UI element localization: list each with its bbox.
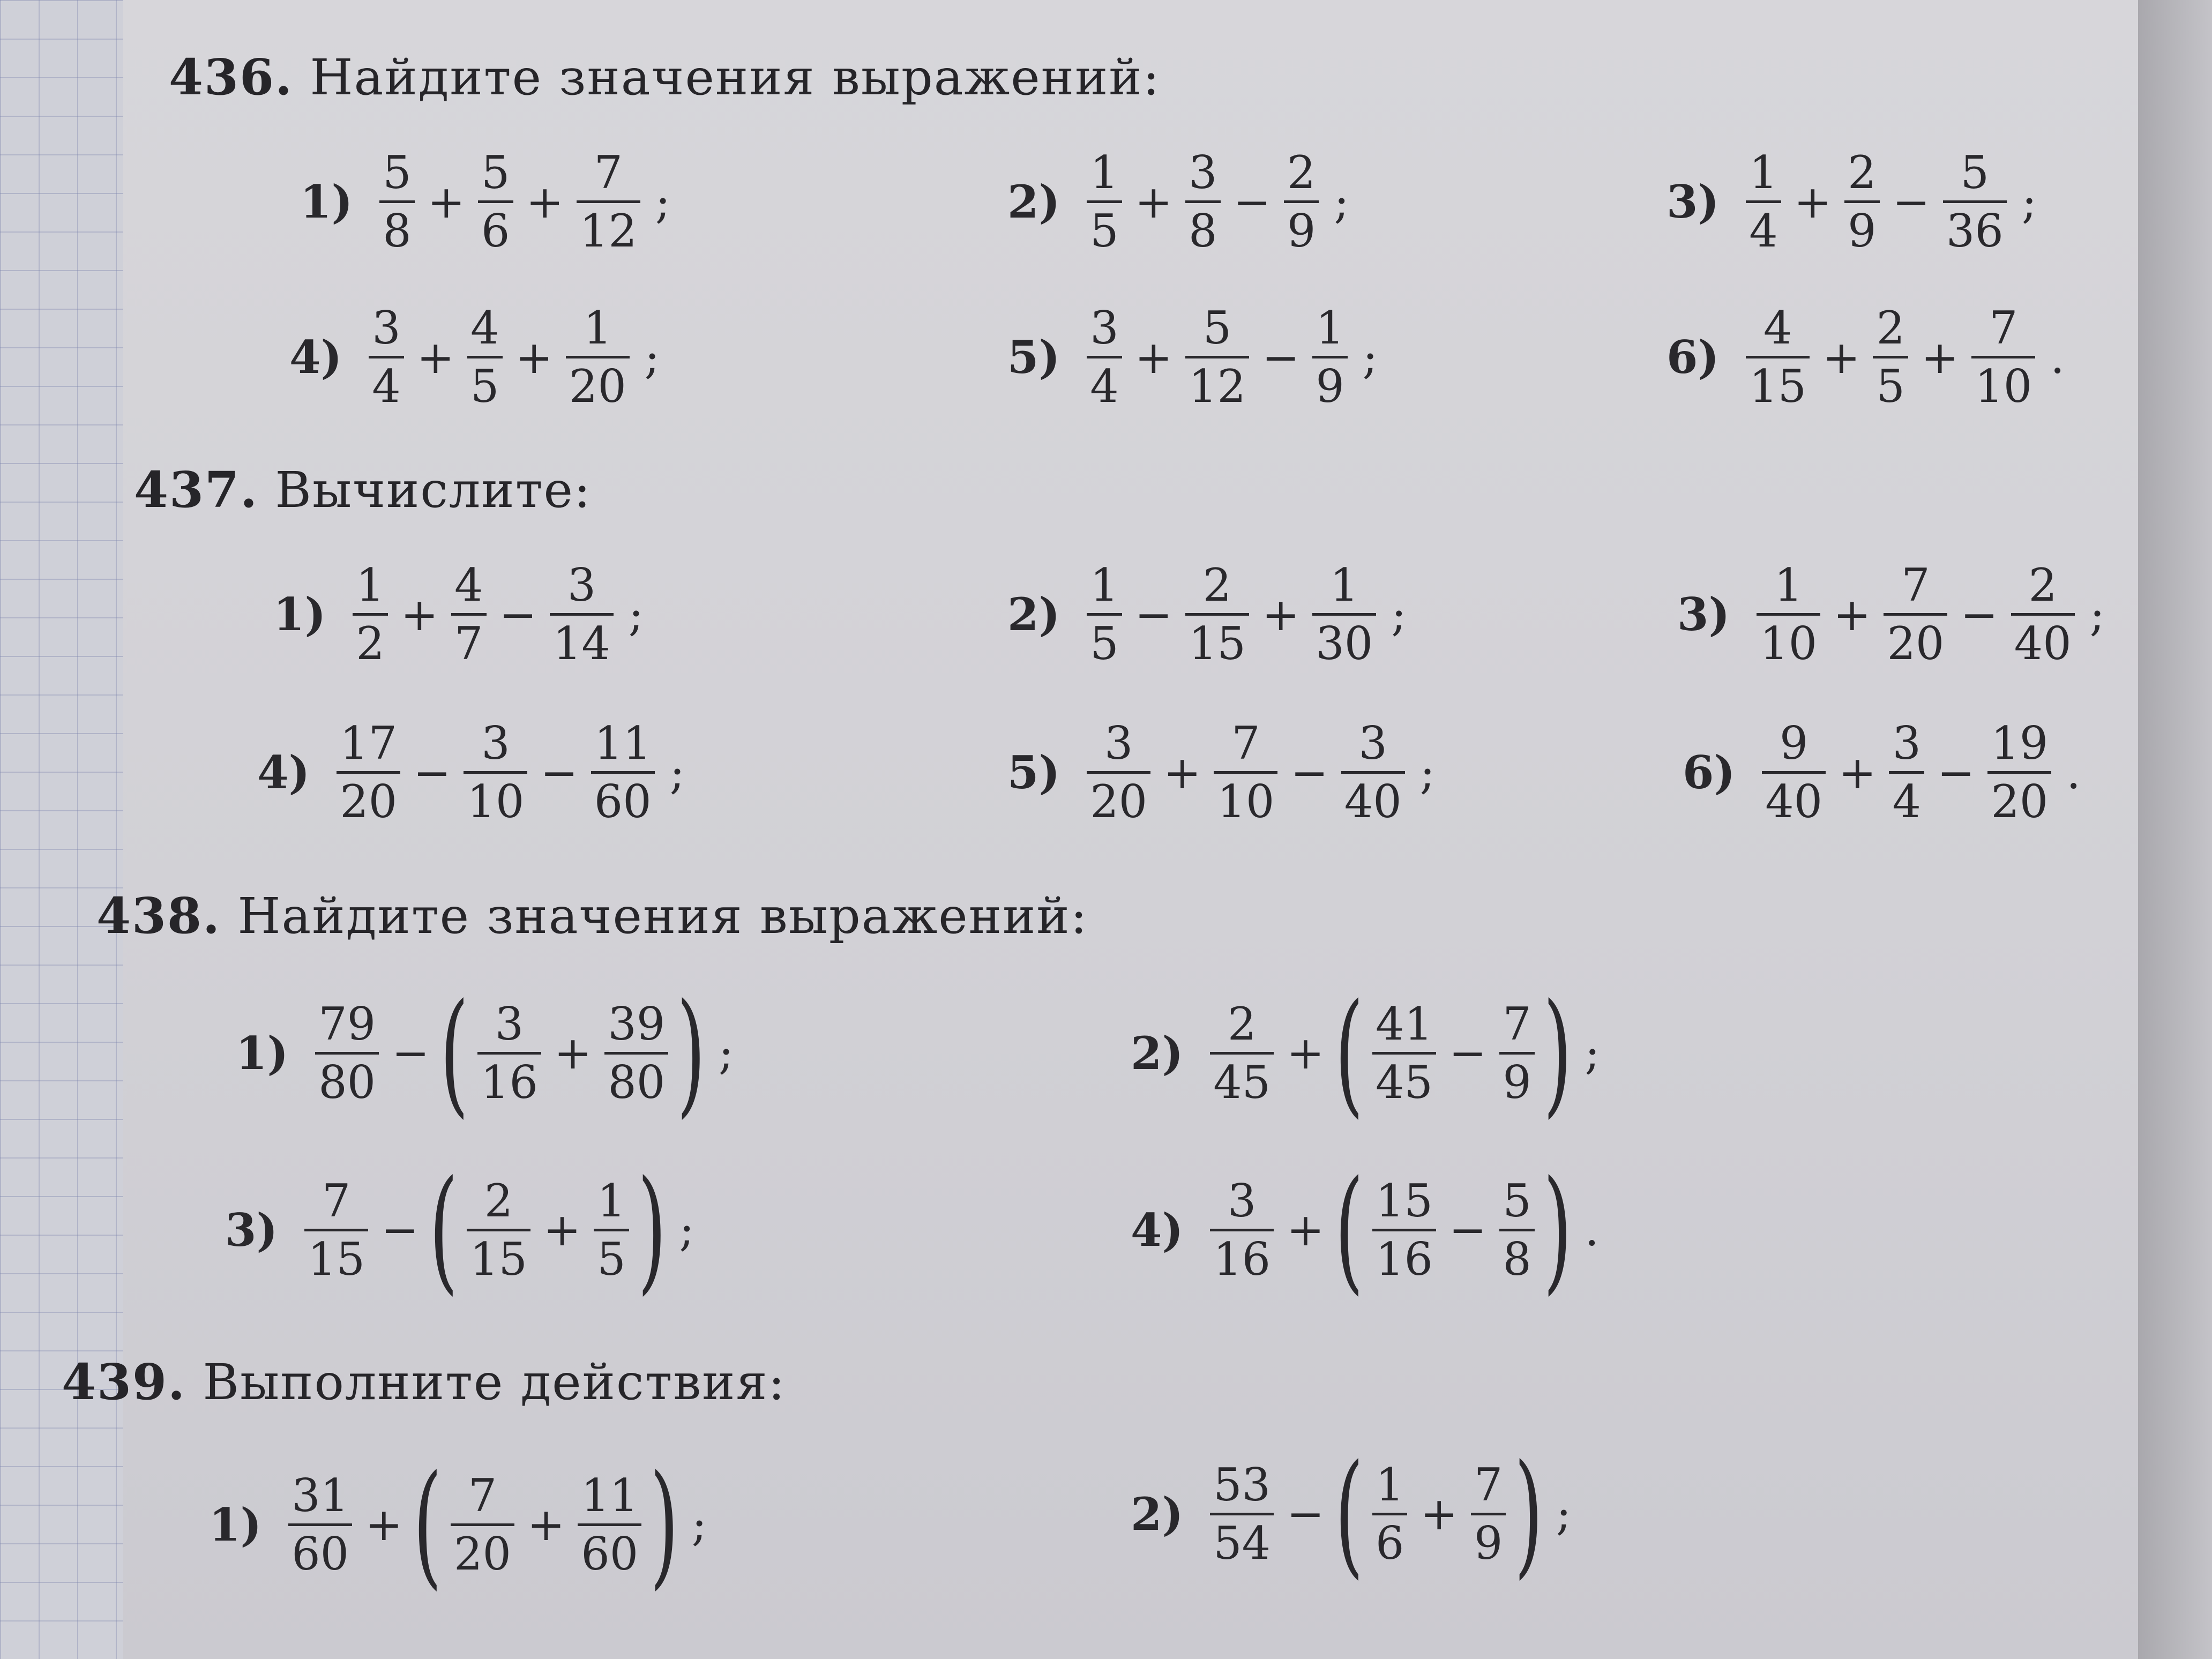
fraction bbox=[1757, 559, 1820, 670]
numerator: 9 bbox=[1779, 717, 1809, 769]
numerator: 5 bbox=[481, 146, 510, 199]
denominator: 15 bbox=[1185, 613, 1249, 666]
denominator: 4 bbox=[1746, 200, 1781, 253]
fraction bbox=[369, 302, 403, 413]
punctuation: ; bbox=[1556, 1488, 1572, 1540]
denominator: 45 bbox=[1210, 1052, 1274, 1105]
denominator: 16 bbox=[1372, 1229, 1436, 1282]
punctuation: ; bbox=[1334, 175, 1349, 228]
exercise-item bbox=[273, 559, 644, 670]
numerator: 1 bbox=[583, 302, 612, 354]
fraction bbox=[1087, 717, 1150, 828]
denominator: 14 bbox=[550, 613, 614, 666]
exercise-number: 436. bbox=[169, 48, 294, 106]
operator: − bbox=[1892, 175, 1930, 228]
fraction bbox=[1746, 146, 1781, 257]
numerator: 5 bbox=[1202, 302, 1232, 354]
numerator: 1 bbox=[1774, 559, 1803, 611]
operator: + bbox=[515, 331, 553, 384]
denominator: 20 bbox=[1087, 771, 1150, 824]
fraction bbox=[1499, 997, 1534, 1109]
operator: − bbox=[499, 588, 537, 641]
denominator: 20 bbox=[337, 771, 400, 824]
numerator: 1 bbox=[1330, 559, 1359, 611]
punctuation: ; bbox=[1419, 746, 1435, 799]
operator: + bbox=[1261, 588, 1300, 641]
operator: − bbox=[1448, 1027, 1487, 1079]
numerator: 7 bbox=[1901, 559, 1930, 611]
operator: − bbox=[1134, 588, 1173, 641]
fraction bbox=[1185, 146, 1220, 257]
exercise-title: Найдите значения выражений: bbox=[237, 887, 1088, 945]
operator: + bbox=[427, 175, 466, 228]
fraction bbox=[1987, 717, 2051, 828]
fraction bbox=[478, 146, 513, 257]
numerator: 3 bbox=[1104, 717, 1133, 769]
fraction bbox=[2011, 559, 2075, 670]
numerator: 7 bbox=[1989, 302, 2018, 354]
numerator: 1 bbox=[1090, 146, 1119, 199]
fraction bbox=[1943, 146, 2007, 257]
operator: + bbox=[365, 1498, 403, 1551]
numerator: 7 bbox=[1474, 1458, 1503, 1511]
denominator: 9 bbox=[1284, 200, 1319, 253]
item-label: 3) bbox=[1667, 175, 1720, 228]
operator: + bbox=[1793, 175, 1832, 228]
punctuation: ; bbox=[628, 588, 644, 641]
fraction bbox=[1087, 146, 1122, 257]
numerator: 7 bbox=[594, 146, 623, 199]
numerator: 11 bbox=[594, 717, 652, 769]
operator: + bbox=[554, 1027, 592, 1079]
denominator: 10 bbox=[1971, 356, 2035, 409]
exercise-title: Вычислите: bbox=[275, 461, 592, 519]
denominator: 8 bbox=[1499, 1229, 1534, 1282]
exercise-item bbox=[236, 975, 734, 1131]
fraction bbox=[577, 146, 640, 257]
numerator: 7 bbox=[468, 1469, 497, 1522]
fraction bbox=[1884, 559, 1947, 670]
exercise-number: 439. bbox=[62, 1353, 186, 1411]
fraction bbox=[1372, 1174, 1436, 1286]
fraction bbox=[467, 302, 502, 413]
operator: + bbox=[527, 1498, 565, 1551]
operator: + bbox=[1920, 331, 1959, 384]
numerator: 39 bbox=[608, 997, 666, 1050]
denominator: 20 bbox=[1987, 771, 2051, 824]
punctuation: . bbox=[1585, 1204, 1600, 1256]
fraction bbox=[1889, 717, 1924, 828]
operator: − bbox=[1261, 331, 1300, 384]
fraction bbox=[1746, 302, 1810, 413]
denominator: 4 bbox=[1087, 356, 1122, 409]
numerator: 1 bbox=[1316, 302, 1344, 354]
denominator: 5 bbox=[1087, 613, 1122, 666]
denominator: 15 bbox=[1746, 356, 1810, 409]
denominator: 15 bbox=[304, 1229, 368, 1282]
numerator: 4 bbox=[1763, 302, 1792, 354]
parenthesis: ( bbox=[1335, 975, 1364, 1131]
numerator: 2 bbox=[1202, 559, 1232, 611]
numerator: 4 bbox=[454, 559, 483, 611]
exercise-title: Выполните действия: bbox=[203, 1354, 786, 1411]
fraction bbox=[477, 997, 541, 1109]
section-heading bbox=[96, 887, 1088, 945]
fraction bbox=[1185, 302, 1249, 413]
denominator: 10 bbox=[1214, 771, 1277, 824]
numerator: 3 bbox=[372, 302, 401, 354]
denominator: 20 bbox=[451, 1523, 514, 1576]
numerator: 11 bbox=[581, 1469, 639, 1522]
numerator: 1 bbox=[1090, 559, 1119, 611]
denominator: 20 bbox=[566, 356, 630, 409]
fraction bbox=[1844, 146, 1879, 257]
numerator: 3 bbox=[481, 717, 510, 769]
exercise-item bbox=[225, 1152, 694, 1307]
punctuation: ; bbox=[1391, 588, 1407, 641]
fraction bbox=[1499, 1174, 1534, 1286]
page-edge-shadow bbox=[2138, 0, 2212, 1659]
operator: + bbox=[1163, 746, 1201, 799]
numerator: 4 bbox=[470, 302, 499, 354]
denominator: 5 bbox=[467, 356, 502, 409]
item-label: 2) bbox=[1007, 588, 1060, 641]
operator: − bbox=[1448, 1204, 1487, 1256]
exercise-number: 438. bbox=[96, 887, 221, 945]
exercise-item bbox=[257, 717, 685, 828]
numerator: 5 bbox=[383, 146, 412, 199]
parenthesis: ) bbox=[1514, 1436, 1543, 1591]
item-label: 2) bbox=[1131, 1487, 1184, 1541]
denominator: 16 bbox=[1210, 1229, 1274, 1282]
exercise-item bbox=[1131, 975, 1600, 1131]
numerator: 2 bbox=[1287, 146, 1316, 199]
denominator: 12 bbox=[1185, 356, 1249, 409]
item-label: 1) bbox=[273, 588, 326, 641]
denominator: 10 bbox=[464, 771, 527, 824]
fraction bbox=[1471, 1458, 1506, 1570]
denominator: 15 bbox=[467, 1229, 530, 1282]
denominator: 12 bbox=[577, 200, 640, 253]
operator: + bbox=[1287, 1027, 1325, 1079]
fraction bbox=[1312, 302, 1347, 413]
item-label: 2) bbox=[1131, 1026, 1184, 1080]
denominator: 54 bbox=[1210, 1513, 1274, 1566]
fraction bbox=[1087, 302, 1122, 413]
denominator: 40 bbox=[1341, 771, 1405, 824]
parenthesis: ) bbox=[1543, 1152, 1572, 1307]
operator: − bbox=[1233, 175, 1271, 228]
parenthesis: ) bbox=[1543, 975, 1572, 1131]
numerator: 1 bbox=[1376, 1458, 1404, 1511]
denominator: 16 bbox=[477, 1052, 541, 1105]
punctuation: ; bbox=[718, 1027, 734, 1079]
numerator: 19 bbox=[1991, 717, 2049, 769]
operator: + bbox=[400, 588, 439, 641]
fraction bbox=[467, 1174, 530, 1286]
fraction bbox=[353, 559, 387, 670]
denominator: 45 bbox=[1372, 1052, 1436, 1105]
numerator: 5 bbox=[1503, 1174, 1531, 1227]
fraction bbox=[1971, 302, 2035, 413]
numerator: 2 bbox=[1876, 302, 1905, 354]
parenthesis: ) bbox=[637, 1152, 667, 1307]
operator: + bbox=[543, 1204, 581, 1256]
numerator: 17 bbox=[340, 717, 398, 769]
numerator: 7 bbox=[322, 1174, 351, 1227]
numerator: 3 bbox=[1189, 146, 1217, 199]
operator: + bbox=[1822, 331, 1860, 384]
parenthesis: ) bbox=[677, 975, 706, 1131]
operator: − bbox=[413, 746, 451, 799]
exercise-item bbox=[1677, 559, 2105, 670]
fraction bbox=[288, 1469, 352, 1580]
denominator: 80 bbox=[315, 1052, 379, 1105]
exercise-item bbox=[1667, 302, 2065, 413]
denominator: 5 bbox=[1087, 200, 1122, 253]
item-label: 4) bbox=[257, 746, 310, 799]
numerator: 3 bbox=[495, 997, 524, 1050]
numerator: 7 bbox=[1503, 997, 1531, 1050]
fraction bbox=[566, 302, 630, 413]
numerator: 79 bbox=[318, 997, 376, 1050]
numerator: 3 bbox=[1227, 1174, 1257, 1227]
denominator: 5 bbox=[1873, 356, 1908, 409]
parenthesis: ( bbox=[413, 1446, 443, 1602]
fraction bbox=[1214, 717, 1277, 828]
denominator: 80 bbox=[604, 1052, 668, 1105]
denominator: 40 bbox=[2011, 613, 2075, 666]
denominator: 4 bbox=[1889, 771, 1924, 824]
denominator: 60 bbox=[288, 1523, 352, 1576]
fraction bbox=[304, 1174, 368, 1286]
denominator: 20 bbox=[1884, 613, 1947, 666]
exercise-item bbox=[289, 302, 660, 413]
item-label: 1) bbox=[209, 1498, 262, 1551]
exercise-number: 437. bbox=[134, 461, 259, 519]
punctuation: ; bbox=[1585, 1027, 1600, 1079]
fraction bbox=[1312, 559, 1376, 670]
numerator: 41 bbox=[1376, 997, 1433, 1050]
item-label: 3) bbox=[1677, 588, 1730, 641]
parenthesis: ) bbox=[650, 1446, 679, 1602]
numerator: 2 bbox=[484, 1174, 513, 1227]
exercise-item bbox=[209, 1446, 707, 1602]
operator: − bbox=[1290, 746, 1328, 799]
fraction bbox=[594, 1174, 629, 1286]
exercise-item bbox=[1007, 146, 1349, 257]
numerator: 3 bbox=[1090, 302, 1119, 354]
operator: − bbox=[1960, 588, 1998, 641]
parenthesis: ( bbox=[1335, 1436, 1364, 1591]
numerator: 5 bbox=[1960, 146, 1990, 199]
exercise-item bbox=[1131, 1436, 1572, 1591]
exercise-item bbox=[1007, 559, 1407, 670]
numerator: 3 bbox=[567, 559, 596, 611]
parenthesis: ( bbox=[440, 975, 469, 1131]
fraction bbox=[550, 559, 614, 670]
numerator: 15 bbox=[1376, 1174, 1433, 1227]
denominator: 9 bbox=[1312, 356, 1347, 409]
punctuation: ; bbox=[2021, 175, 2037, 228]
operator: − bbox=[1937, 746, 1975, 799]
item-label: 1) bbox=[236, 1026, 289, 1080]
denominator: 30 bbox=[1312, 613, 1376, 666]
punctuation: . bbox=[2066, 746, 2081, 799]
operator: + bbox=[1134, 175, 1173, 228]
fraction bbox=[337, 717, 400, 828]
denominator: 36 bbox=[1943, 200, 2007, 253]
punctuation: ; bbox=[644, 331, 660, 384]
fraction bbox=[1210, 1458, 1274, 1570]
exercise-item bbox=[1667, 146, 2037, 257]
item-label: 6) bbox=[1667, 331, 1720, 384]
exercise-item bbox=[1131, 1152, 1600, 1307]
punctuation: ; bbox=[1362, 331, 1378, 384]
operator: + bbox=[526, 175, 564, 228]
fraction bbox=[315, 997, 379, 1109]
denominator: 9 bbox=[1844, 200, 1879, 253]
item-label: 2) bbox=[1007, 175, 1060, 228]
punctuation: . bbox=[2050, 331, 2065, 384]
denominator: 9 bbox=[1471, 1513, 1506, 1566]
denominator: 4 bbox=[369, 356, 403, 409]
numerator: 1 bbox=[1749, 146, 1778, 199]
fraction bbox=[1762, 717, 1826, 828]
fraction bbox=[1087, 559, 1122, 670]
operator: + bbox=[1839, 746, 1877, 799]
item-label: 1) bbox=[300, 175, 353, 228]
numerator: 3 bbox=[1892, 717, 1921, 769]
denominator: 8 bbox=[1185, 200, 1220, 253]
numerator: 1 bbox=[597, 1174, 626, 1227]
numerator: 7 bbox=[1231, 717, 1260, 769]
numerator: 2 bbox=[1848, 146, 1877, 199]
fraction bbox=[604, 997, 668, 1109]
denominator: 8 bbox=[379, 200, 414, 253]
operator: + bbox=[416, 331, 455, 384]
section-heading bbox=[134, 461, 592, 519]
denominator: 5 bbox=[594, 1229, 629, 1282]
numerator: 2 bbox=[1227, 997, 1257, 1050]
exercise-item bbox=[300, 146, 671, 257]
fraction bbox=[1185, 559, 1249, 670]
item-label: 6) bbox=[1683, 746, 1736, 799]
fraction bbox=[464, 717, 527, 828]
numerator: 3 bbox=[1358, 717, 1387, 769]
fraction bbox=[591, 717, 655, 828]
operator: + bbox=[1833, 588, 1871, 641]
section-heading bbox=[62, 1353, 786, 1411]
item-label: 4) bbox=[289, 331, 342, 384]
denominator: 40 bbox=[1762, 771, 1826, 824]
operator: + bbox=[1420, 1488, 1458, 1540]
fraction bbox=[451, 559, 486, 670]
denominator: 2 bbox=[353, 613, 387, 666]
denominator: 60 bbox=[578, 1523, 641, 1576]
fraction bbox=[1210, 997, 1274, 1109]
fraction bbox=[578, 1469, 641, 1580]
punctuation: ; bbox=[691, 1498, 707, 1551]
exercise-title: Найдите значения выражений: bbox=[310, 49, 1161, 106]
fraction bbox=[379, 146, 414, 257]
denominator: 6 bbox=[1372, 1513, 1407, 1566]
operator: + bbox=[1287, 1204, 1325, 1256]
item-label: 4) bbox=[1131, 1203, 1184, 1257]
denominator: 7 bbox=[451, 613, 486, 666]
denominator: 60 bbox=[591, 771, 655, 824]
operator: − bbox=[1287, 1488, 1325, 1540]
exercise-item bbox=[1007, 302, 1378, 413]
parenthesis: ( bbox=[429, 1152, 459, 1307]
operator: − bbox=[381, 1204, 419, 1256]
section-heading bbox=[169, 48, 1161, 106]
fraction bbox=[1341, 717, 1405, 828]
numerator: 2 bbox=[2028, 559, 2057, 611]
operator: + bbox=[1134, 331, 1173, 384]
fraction bbox=[1372, 1458, 1407, 1570]
numerator: 1 bbox=[356, 559, 385, 611]
item-label: 5) bbox=[1007, 746, 1060, 799]
punctuation: ; bbox=[679, 1204, 694, 1256]
item-label: 5) bbox=[1007, 331, 1060, 384]
numerator: 53 bbox=[1213, 1458, 1271, 1511]
exercise-item bbox=[1683, 717, 2081, 828]
exercise-item bbox=[1007, 717, 1435, 828]
denominator: 9 bbox=[1499, 1052, 1534, 1105]
parenthesis: ( bbox=[1335, 1152, 1364, 1307]
fraction bbox=[1284, 146, 1319, 257]
item-label: 3) bbox=[225, 1203, 278, 1257]
punctuation: ; bbox=[669, 746, 685, 799]
fraction bbox=[1372, 997, 1436, 1109]
punctuation: ; bbox=[2089, 588, 2105, 641]
fraction bbox=[451, 1469, 514, 1580]
operator: − bbox=[392, 1027, 430, 1079]
fraction bbox=[1210, 1174, 1274, 1286]
operator: − bbox=[540, 746, 578, 799]
punctuation: ; bbox=[655, 175, 671, 228]
denominator: 6 bbox=[478, 200, 513, 253]
fraction bbox=[1873, 302, 1908, 413]
denominator: 10 bbox=[1757, 613, 1820, 666]
numerator: 31 bbox=[292, 1469, 349, 1522]
